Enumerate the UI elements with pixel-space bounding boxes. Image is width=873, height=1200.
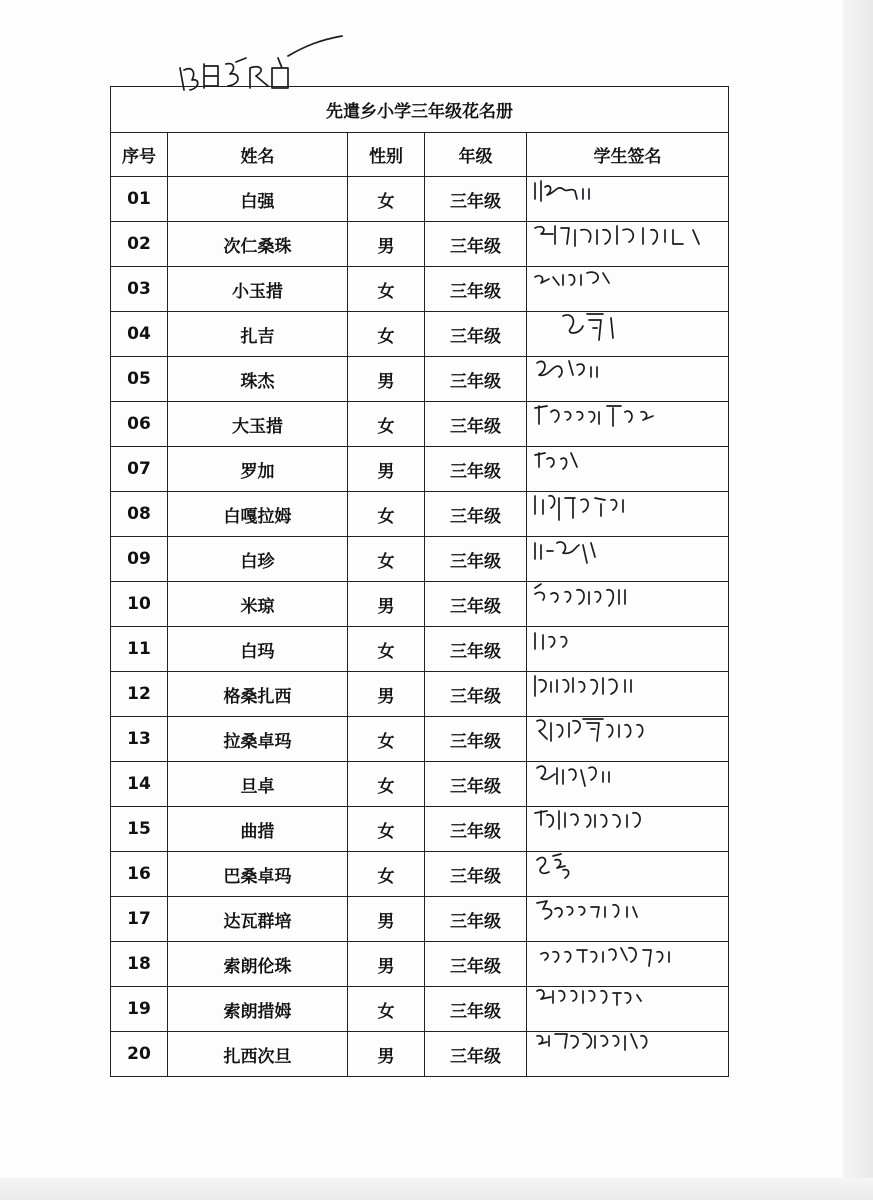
student-name: 白嘎拉姆 — [168, 492, 348, 537]
row-number: 07 — [111, 447, 168, 492]
student-name: 巴桑卓玛 — [168, 852, 348, 897]
student-signature — [527, 672, 729, 717]
page-bottom-shadow — [0, 1178, 873, 1200]
table-row — [111, 447, 729, 492]
student-signature — [527, 312, 729, 357]
handwritten-signature — [533, 175, 723, 211]
student-name: 珠杰 — [168, 357, 348, 402]
student-signature — [527, 897, 729, 942]
student-gender: 男 — [348, 447, 425, 492]
student-grade: 三年级 — [425, 717, 527, 762]
column-header-signature: 学生签名 — [527, 133, 729, 177]
row-number: 16 — [111, 852, 168, 897]
student-signature — [527, 582, 729, 627]
table-row — [111, 762, 729, 807]
student-gender: 男 — [348, 942, 425, 987]
column-header-grade: 年级 — [425, 133, 527, 177]
handwritten-signature — [533, 760, 723, 796]
row-number: 11 — [111, 627, 168, 672]
handwritten-signature — [533, 670, 723, 706]
handwritten-signature — [533, 355, 723, 391]
row-number: 20 — [111, 1032, 168, 1077]
handwritten-signature — [533, 850, 723, 886]
student-grade: 三年级 — [425, 807, 527, 852]
handwritten-signature — [533, 1030, 723, 1066]
handwritten-signature — [533, 625, 723, 661]
student-grade: 三年级 — [425, 942, 527, 987]
student-grade: 三年级 — [425, 987, 527, 1032]
student-name: 大玉措 — [168, 402, 348, 447]
student-grade: 三年级 — [425, 492, 527, 537]
row-number: 04 — [111, 312, 168, 357]
student-name: 达瓦群培 — [168, 897, 348, 942]
row-number: 19 — [111, 987, 168, 1032]
student-gender: 女 — [348, 402, 425, 447]
student-name: 白强 — [168, 177, 348, 222]
student-gender: 男 — [348, 357, 425, 402]
student-name: 扎吉 — [168, 312, 348, 357]
student-name: 拉桑卓玛 — [168, 717, 348, 762]
table-row — [111, 267, 729, 312]
handwritten-signature — [533, 535, 723, 571]
student-grade: 三年级 — [425, 222, 527, 267]
handwritten-signature — [533, 265, 723, 301]
table-row — [111, 672, 729, 717]
student-grade: 三年级 — [425, 312, 527, 357]
table-row — [111, 312, 729, 357]
handwritten-signature — [533, 940, 723, 976]
table-row — [111, 582, 729, 627]
column-header-name: 姓名 — [168, 133, 348, 177]
table-row — [111, 1032, 729, 1077]
column-header-number: 序号 — [111, 133, 168, 177]
student-signature — [527, 852, 729, 897]
page-edge-shadow — [843, 0, 873, 1200]
handwritten-signature — [533, 220, 723, 256]
student-gender: 女 — [348, 627, 425, 672]
table-row — [111, 492, 729, 537]
table-body — [111, 177, 729, 1077]
student-grade: 三年级 — [425, 627, 527, 672]
row-number: 02 — [111, 222, 168, 267]
student-signature — [527, 717, 729, 762]
student-name: 索朗伦珠 — [168, 942, 348, 987]
student-gender: 女 — [348, 717, 425, 762]
student-name: 格桑扎西 — [168, 672, 348, 717]
handwritten-signature — [533, 985, 723, 1021]
row-number: 12 — [111, 672, 168, 717]
table-row — [111, 942, 729, 987]
handwritten-signature — [533, 580, 723, 616]
student-signature — [527, 447, 729, 492]
row-number: 01 — [111, 177, 168, 222]
row-number: 09 — [111, 537, 168, 582]
table-row — [111, 222, 729, 267]
student-signature — [527, 492, 729, 537]
student-name: 旦卓 — [168, 762, 348, 807]
student-gender: 女 — [348, 807, 425, 852]
student-name: 小玉措 — [168, 267, 348, 312]
student-grade: 三年级 — [425, 852, 527, 897]
student-grade: 三年级 — [425, 177, 527, 222]
row-number: 06 — [111, 402, 168, 447]
handwritten-signature — [533, 895, 723, 931]
table-row — [111, 897, 729, 942]
student-grade: 三年级 — [425, 357, 527, 402]
student-signature — [527, 222, 729, 267]
student-name: 次仁桑珠 — [168, 222, 348, 267]
handwritten-signature — [533, 490, 723, 526]
handwritten-signature — [533, 445, 723, 481]
table-row — [111, 627, 729, 672]
table-row — [111, 402, 729, 447]
student-name: 扎西次旦 — [168, 1032, 348, 1077]
table-row — [111, 987, 729, 1032]
student-name: 曲措 — [168, 807, 348, 852]
handwritten-signature — [533, 400, 723, 436]
student-grade: 三年级 — [425, 1032, 527, 1077]
student-gender: 女 — [348, 312, 425, 357]
row-number: 15 — [111, 807, 168, 852]
student-gender: 男 — [348, 897, 425, 942]
table-row — [111, 177, 729, 222]
student-name: 索朗措姆 — [168, 987, 348, 1032]
table-row — [111, 717, 729, 762]
student-signature — [527, 267, 729, 312]
student-grade: 三年级 — [425, 672, 527, 717]
table-title-row — [111, 87, 729, 133]
student-name: 白珍 — [168, 537, 348, 582]
student-signature — [527, 807, 729, 852]
row-number: 05 — [111, 357, 168, 402]
student-gender: 男 — [348, 672, 425, 717]
student-gender: 女 — [348, 537, 425, 582]
student-gender: 男 — [348, 1032, 425, 1077]
student-signature — [527, 177, 729, 222]
student-signature — [527, 942, 729, 987]
student-gender: 男 — [348, 222, 425, 267]
student-grade: 三年级 — [425, 267, 527, 312]
student-gender: 女 — [348, 987, 425, 1032]
table-row — [111, 537, 729, 582]
row-number: 03 — [111, 267, 168, 312]
table-title: 先遣乡小学三年级花名册 — [111, 87, 729, 133]
student-signature — [527, 987, 729, 1032]
row-number: 14 — [111, 762, 168, 807]
student-signature — [527, 537, 729, 582]
student-gender: 女 — [348, 852, 425, 897]
table-header-row — [111, 133, 729, 177]
student-name: 米琼 — [168, 582, 348, 627]
student-grade: 三年级 — [425, 897, 527, 942]
student-gender: 女 — [348, 177, 425, 222]
student-grade: 三年级 — [425, 402, 527, 447]
student-gender: 女 — [348, 492, 425, 537]
student-gender: 男 — [348, 582, 425, 627]
handwritten-signature — [533, 805, 723, 841]
table-row — [111, 852, 729, 897]
student-signature — [527, 627, 729, 672]
student-name: 罗加 — [168, 447, 348, 492]
table-row — [111, 807, 729, 852]
column-header-gender: 性别 — [348, 133, 425, 177]
student-name: 白玛 — [168, 627, 348, 672]
row-number: 18 — [111, 942, 168, 987]
row-number: 08 — [111, 492, 168, 537]
student-signature — [527, 1032, 729, 1077]
student-signature — [527, 357, 729, 402]
student-signature — [527, 402, 729, 447]
handwritten-signature — [533, 715, 723, 751]
student-gender: 女 — [348, 762, 425, 807]
student-grade: 三年级 — [425, 447, 527, 492]
student-grade: 三年级 — [425, 537, 527, 582]
student-grade: 三年级 — [425, 762, 527, 807]
roster-table — [110, 86, 729, 1077]
row-number: 10 — [111, 582, 168, 627]
student-signature — [527, 762, 729, 807]
handwritten-signature — [533, 310, 723, 346]
table-row — [111, 357, 729, 402]
row-number: 17 — [111, 897, 168, 942]
row-number: 13 — [111, 717, 168, 762]
student-gender: 女 — [348, 267, 425, 312]
student-grade: 三年级 — [425, 582, 527, 627]
